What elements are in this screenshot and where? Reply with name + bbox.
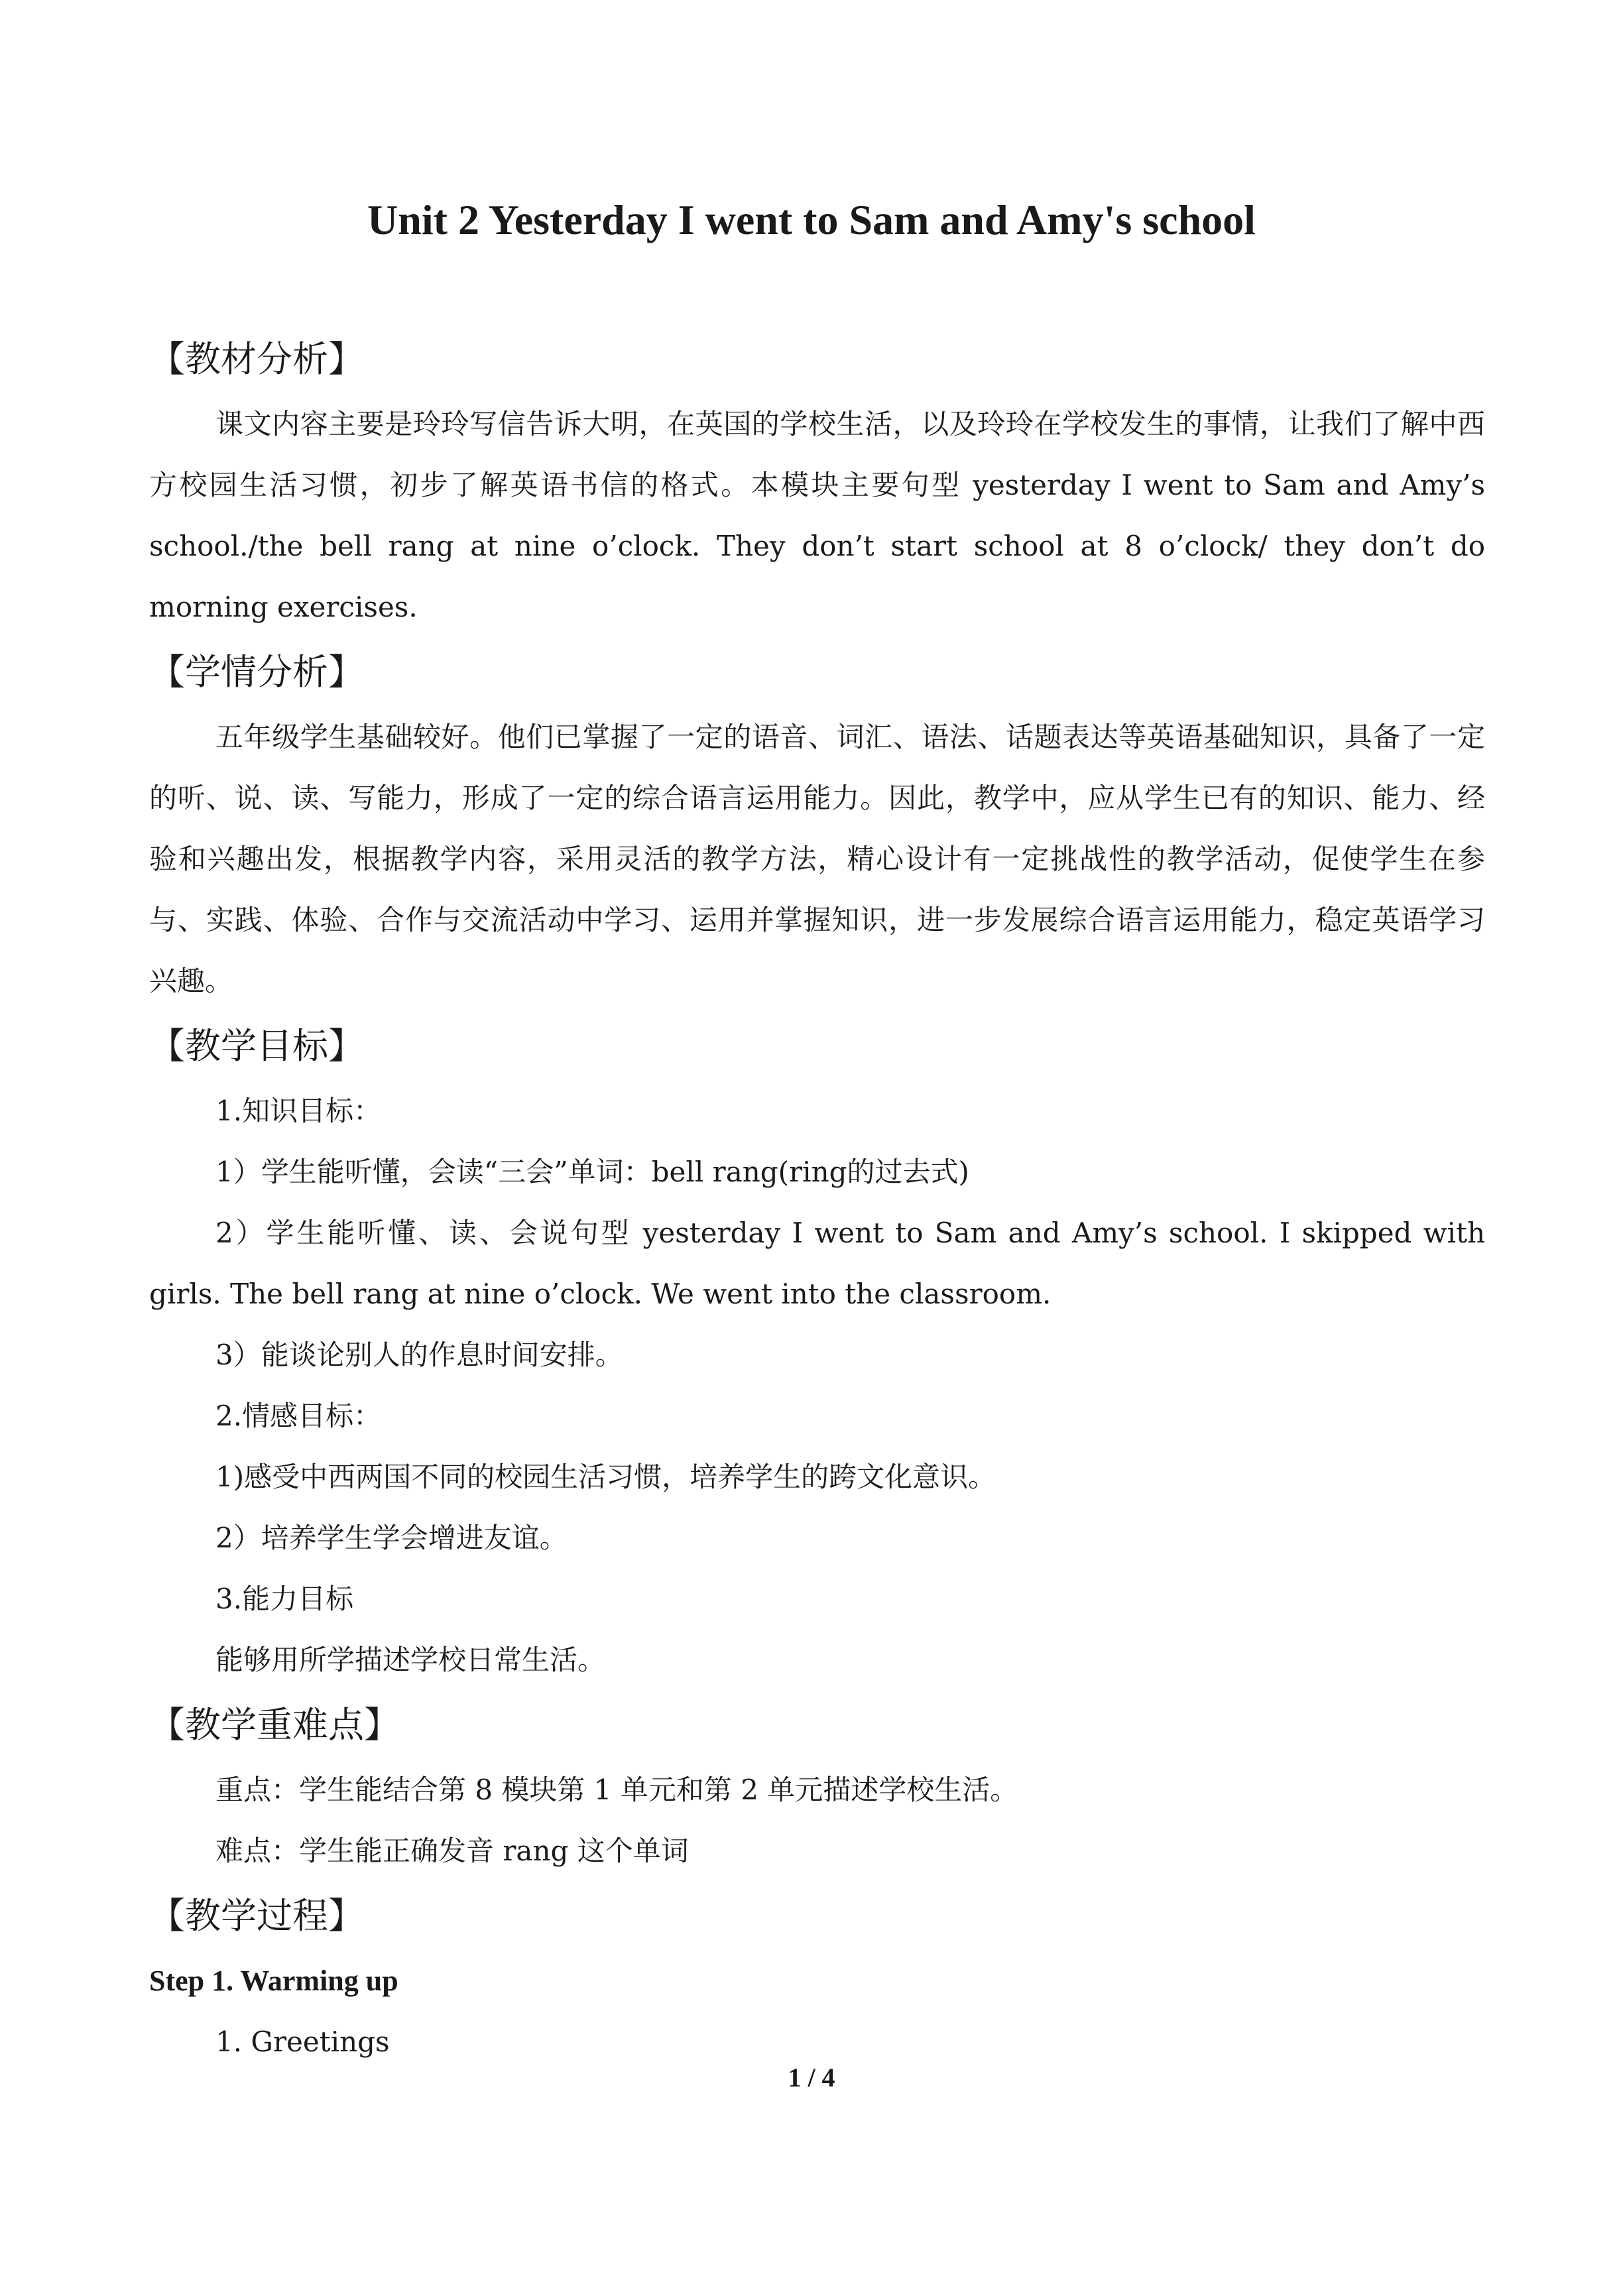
objective-ability-title: 3.能力目标 bbox=[215, 1583, 354, 1615]
process-step-1-item-1: 1. Greetings bbox=[215, 2025, 390, 2058]
objective-knowledge-item-3: 3）能谈论别人的作息时间安排。 bbox=[215, 1339, 623, 1371]
objective-knowledge-item-1: 1）学生能听懂，会读“三会”单词：bell rang(ring的过去式) bbox=[215, 1156, 969, 1188]
objective-knowledge-title: 1.知识目标： bbox=[215, 1095, 382, 1127]
paragraph-textbook-analysis: 课文内容主要是玲玲写信告诉大明，在英国的学校生活，以及玲玲在学校发生的事情，让我们了解中西方校园生活习惯，初步了解英语书信的格式。本模块主要句型 yesterday I went to Sam and Amy’s school./the bell rang at nine o’clock. They don’t start school at 8 o’clock/ they don’t do morning exercises. bbox=[149, 408, 1485, 623]
section-heading-objectives: 【教学目标】 bbox=[149, 1025, 364, 1067]
document-title: Unit 2 Yesterday I went to Sam and Amy's school bbox=[367, 196, 1256, 243]
section-heading-key-points: 【教学重难点】 bbox=[149, 1704, 400, 1746]
key-point: 重点：学生能结合第 8 模块第 1 单元和第 2 单元描述学校生活。 bbox=[215, 1774, 1018, 1806]
section-heading-process: 【教学过程】 bbox=[149, 1895, 364, 1937]
paragraph-student-analysis: 五年级学生基础较好。他们已掌握了一定的语音、词汇、语法、话题表达等英语基础知识，具备了一定的听、说、读、写能力，形成了一定的综合语言运用能力。因此，教学中，应从学生已有的知识、能力、经验和兴趣出发，根据教学内容，采用灵活的教学方法，精心设计有一定挑战性的教学活动，促使学生在参与、实践、体验、合作与交流活动中学习、运用并掌握知识，进一步发展综合语言运用能力，稳定英语学习兴趣。 bbox=[149, 721, 1485, 997]
section-heading-textbook-analysis: 【教材分析】 bbox=[149, 338, 364, 380]
objective-emotion-item-1: 1)感受中西两国不同的校园生活习惯，培养学生的跨文化意识。 bbox=[215, 1461, 996, 1493]
process-step-1: Step 1. Warming up bbox=[149, 1964, 398, 1997]
page-number: 1 / 4 bbox=[788, 2063, 835, 2092]
objective-ability-item-1: 能够用所学描述学校日常生活。 bbox=[215, 1644, 606, 1676]
document-body bbox=[149, 325, 1485, 2073]
difficult-point: 难点：学生能正确发音 rang 这个单词 bbox=[215, 1835, 689, 1867]
objective-knowledge-item-2: 2）学生能听懂、读、会说句型 yesterday I went to Sam and Amy’s school. I skipped with girls. The bell rang at nine o’clock. We went into the classroom. bbox=[149, 1217, 1485, 1310]
section-heading-student-analysis: 【学情分析】 bbox=[149, 651, 364, 693]
objective-emotion-item-2: 2）培养学生学会增进友谊。 bbox=[215, 1522, 568, 1554]
objective-emotion-title: 2.情感目标： bbox=[215, 1400, 382, 1432]
